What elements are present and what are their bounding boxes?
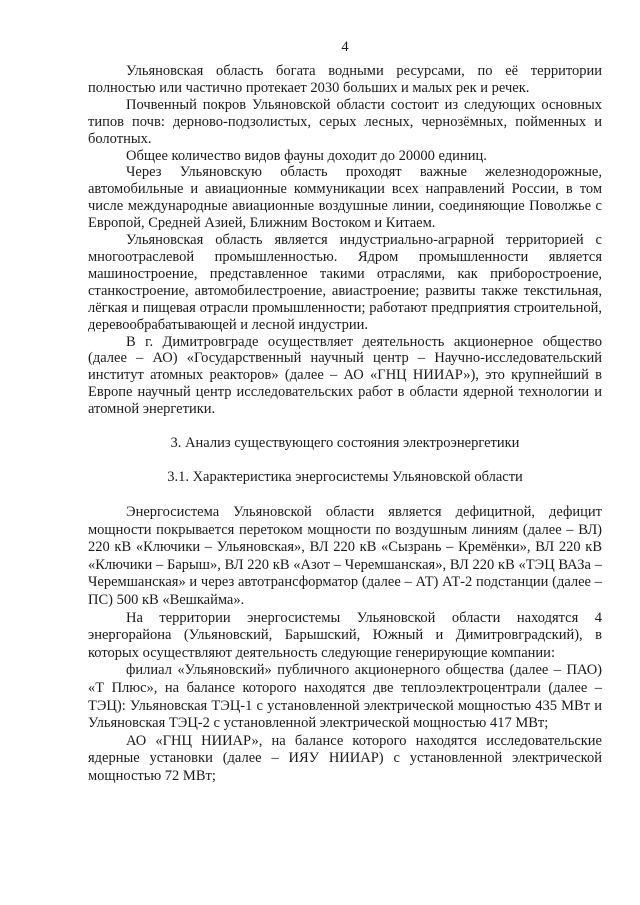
page-number: 4 [341, 39, 349, 55]
energy-system-text-block [88, 504, 602, 786]
paragraph-niiar: В г. Димитровграде осуществляет деятельность акционерное общество (далее – АО) «Государственный научный центр – Научно-исследовательский институт атомных реакторов» (далее – АО «ГНЦ НИИАР»), это крупнейший в Европе научный центр исследовательских работ в области ядерной технологии и атомной энергетики. [88, 333, 602, 418]
paragraph-soil-cover: Почвенный покров Ульяновской области состоит из следующих основных типов почв: дерново-подзолистых, серых лесных, чернозёмных, пойменных и болотных. [88, 96, 602, 147]
paragraph-fauna: Общее количество видов фауны доходит до 20000 единиц. [126, 147, 487, 164]
paragraph-energy-districts: На территории энергосистемы Ульяновской области находятся 4 энергорайона (Ульяновский, Барышский, Южный и Димитровградский), в которых осуществляют деятельность следующие генерирующие компании: [88, 609, 602, 661]
section-heading-3: 3. Анализ существующего состояния электроэнергетики [170, 435, 520, 452]
paragraph-communications: Через Ульяновскую область проходят важные железнодорожные, автомобильные и авиационные коммуникации всех направлений России, в том числе международные авиационные воздушные линии, соединяющие Поволжье с Европой, Средней Азией, Ближним Востоком и Китаем. [88, 164, 602, 232]
paragraph-iyau-niiar: АО «ГНЦ НИИАР», на балансе которого находятся исследовательские ядерные установки (далее – ИЯУ НИИАР) с установленной электрической мощностью 72 МВт; [88, 732, 602, 784]
paragraph-t-plus: филиал «Ульяновский» публичного акционерного общества (далее – ПАО) «Т Плюс», на балансе которого находятся две теплоэлектроцентрали (далее – ТЭЦ): Ульяновская ТЭЦ-1 с установленной электрической мощностью 435 МВт и Ульяновская ТЭЦ-2 с установленной электрической мощностью 417 МВт; [88, 662, 602, 732]
intro-text-block [88, 63, 602, 418]
paragraph-water-resources: Ульяновская область богата водными ресурсами, по её территории полностью или частично протекает 2030 больших и малых рек и речек. [88, 63, 602, 96]
section-heading-3-1: 3.1. Характеристика энергосистемы Ульяновской области [167, 469, 523, 486]
paragraph-energy-deficit: Энергосистема Ульяновской области является дефицитной, дефицит мощности покрывается перетоком мощности по воздушным линиям (далее – ВЛ) 220 кВ «Ключики – Ульяновская», ВЛ 220 кВ «Сызрань – Кремёнки», ВЛ 220 кВ «Ключики – Барыш», ВЛ 220 кВ «Азот – Черемшанская», ВЛ 220 кВ «ТЭЦ ВАЗа – Черемшанская» и через автотрансформатор (далее – АТ) АТ-2 подстанции (далее – ПС) 500 кВ «Вешкайма». [88, 504, 602, 608]
paragraph-industry: Ульяновская область является индустриально-аграрной территорией с многоотраслевой промышленностью. Ядром промышленности является машиностроение, представленное такими отраслями, как приборостроение, станкостроение, автомобилестроение, авиастроение; развиты также текстильная, лёгкая и пищевая отрасли промышленности; работают предприятия строительной, деревообрабатывающей и лесной индустрии. [88, 232, 602, 333]
